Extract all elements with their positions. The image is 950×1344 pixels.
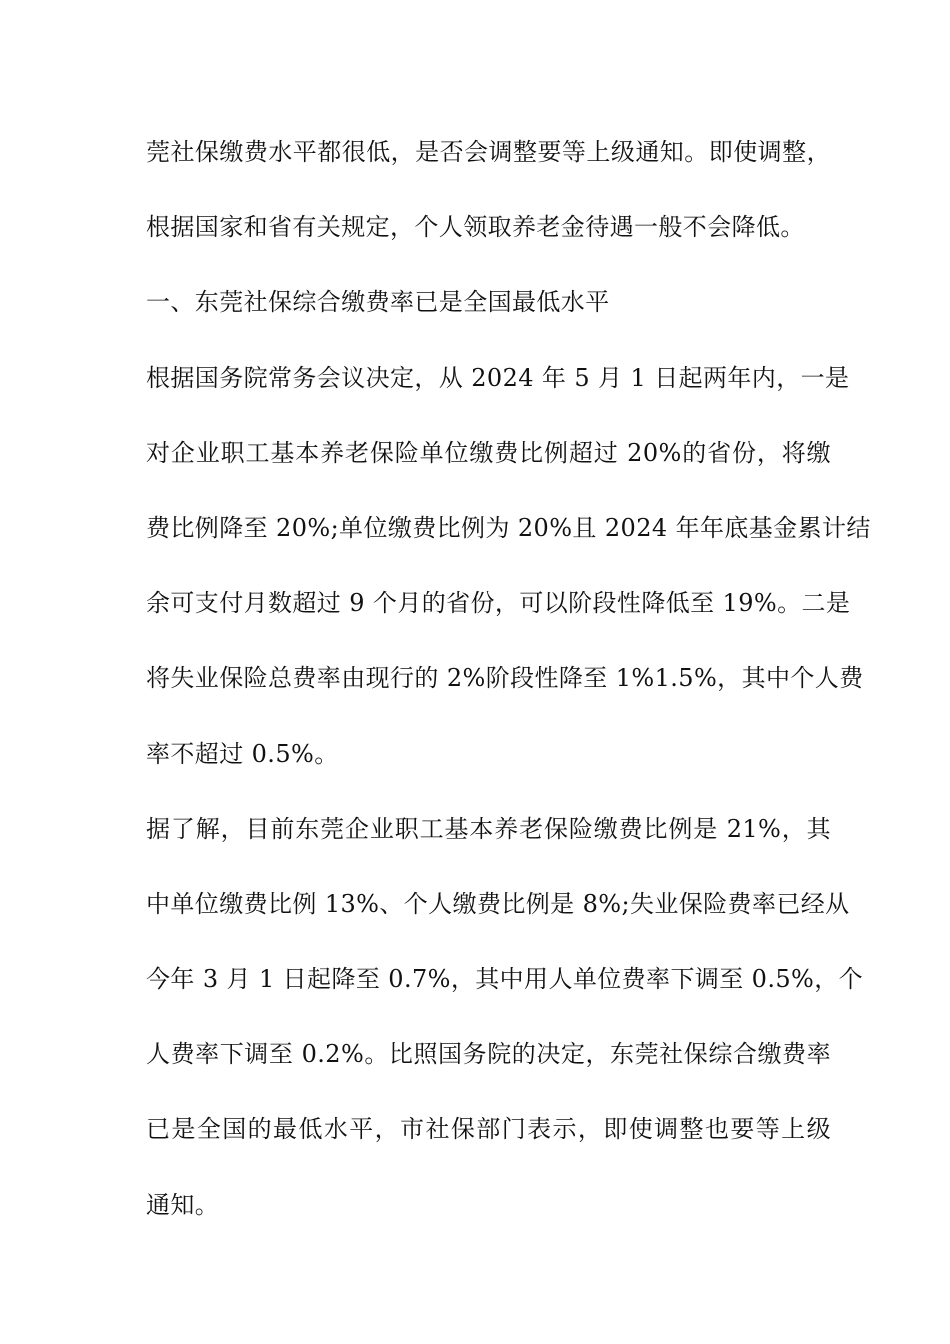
text-line: 根据国家和省有关规定，个人领取养老金待遇一般不会降低。 bbox=[146, 213, 805, 242]
text-line: 率不超过 0.5%。 bbox=[146, 739, 339, 768]
text-line: 人费率下调至 0.2%。比照国务院的决定，东莞社保综合缴费率 bbox=[146, 1040, 831, 1069]
text-line: 今年 3 月 1 日起降至 0.7%，其中用人单位费率下调至 0.5%，个 bbox=[146, 965, 864, 994]
text-line: 余可支付月数超过 9 个月的省份，可以阶段性降低至 19%。二是 bbox=[146, 589, 851, 618]
text-line: 莞社保缴费水平都很低，是否会调整要等上级通知。即使调整， bbox=[146, 138, 831, 166]
text-line: 根据国务院常务会议决定，从 2024 年 5 月 1 日起两年内，一是 bbox=[146, 363, 850, 392]
document-body bbox=[146, 123, 871, 1251]
text-line: 对企业职工基本养老保险单位缴费比例超过 20%的省份，将缴 bbox=[146, 438, 831, 467]
section-heading: 一、东莞社保综合缴费率已是全国最低水平 bbox=[146, 288, 610, 317]
text-line: 将失业保险总费率由现行的 2%阶段性降至 1%1.5%，其中个人费 bbox=[146, 664, 864, 693]
text-line: 已是全国的最低水平，市社保部门表示，即使调整也要等上级 bbox=[146, 1115, 831, 1144]
text-line: 费比例降至 20%;单位缴费比例为 20%且 2024 年年底基金累计结 bbox=[146, 513, 871, 542]
text-line: 中单位缴费比例 13%、个人缴费比例是 8%;失业保险费率已经从 bbox=[146, 889, 850, 918]
text-line: 据了解，目前东莞企业职工基本养老保险缴费比例是 21%，其 bbox=[146, 814, 831, 843]
text-line: 通知。 bbox=[146, 1190, 220, 1219]
